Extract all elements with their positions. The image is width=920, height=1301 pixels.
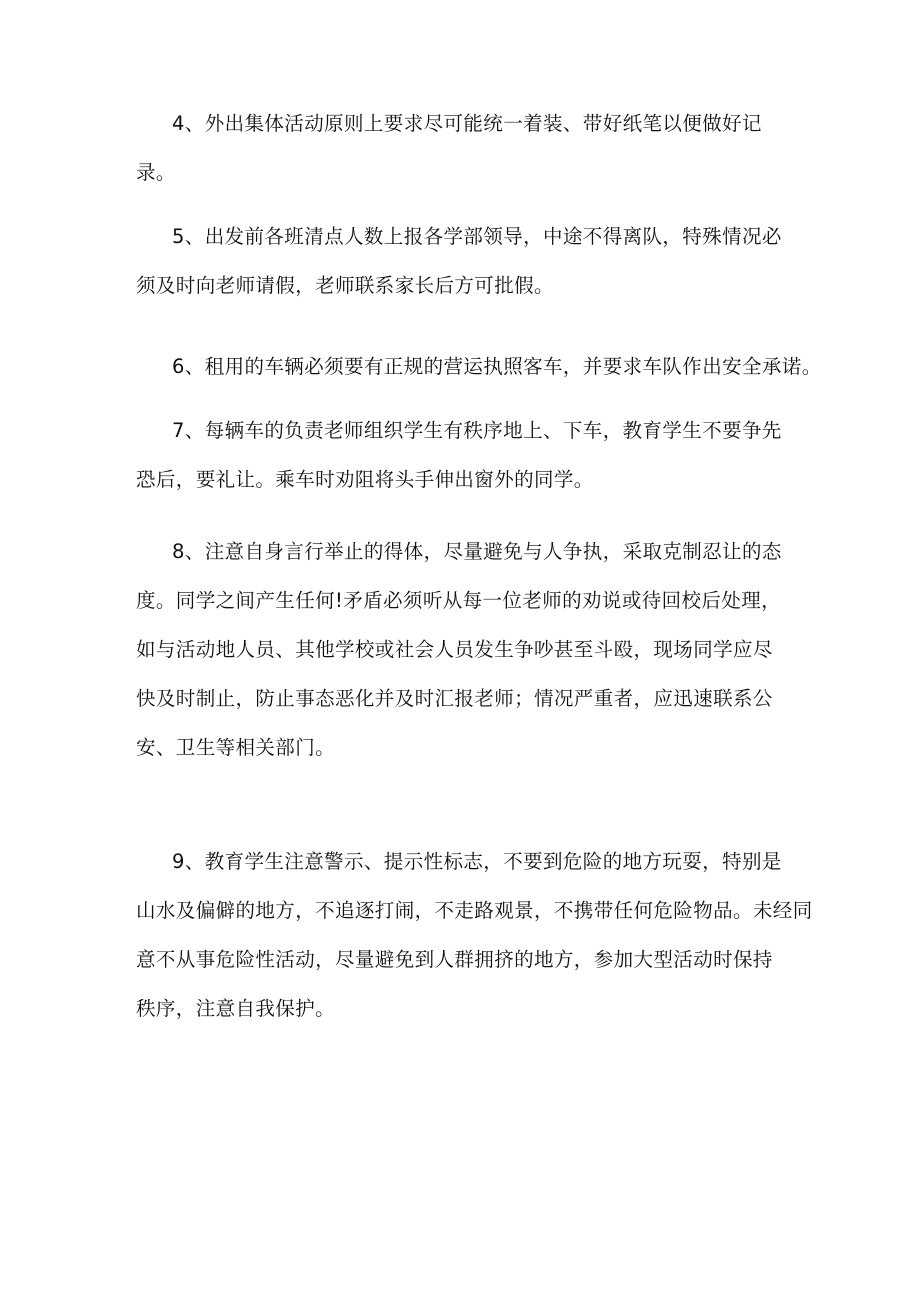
paragraph-line: 9、教育学生注意警示、提示性标志，不要到危险的地方玩耍，特别是 <box>172 850 782 873</box>
paragraph-line: 须及时向老师请假，老师联系家长后方可批假。 <box>136 274 554 297</box>
paragraph-line: 6、租用的车辆必须要有正规的营运执照客车，并要求车队作出安全承诺。 <box>172 355 822 378</box>
paragraph-item-9 <box>136 848 813 1044</box>
paragraph-line: 7、每辆车的负责老师组织学生有秩序地上、下车，教育学生不要争先 <box>172 419 782 442</box>
paragraph-item-8 <box>136 538 796 783</box>
paragraph-line: 恐后，要礼让。乘车时劝阻将头手伸出窗外的同学。 <box>136 468 594 491</box>
paragraph-line: 山水及偏僻的地方，不追逐打闹，不走路观景，不携带任何危险物品。未经同 <box>136 899 813 922</box>
paragraph-line: 8、注意自身言行举止的得体，尽量避免与人争执，采取克制忍让的态 <box>172 540 782 563</box>
paragraph-item-7 <box>136 417 796 515</box>
paragraph-line: 如与活动地人员、其他学校或社会人员发生争吵甚至斗殴，现场同学应尽 <box>136 638 773 661</box>
paragraph-item-4 <box>136 110 796 208</box>
paragraph-line: 度。同学之间产生任何!矛盾必须听从每一位老师的劝说或待回校后处理， <box>136 589 782 612</box>
paragraph-line: 秩序，注意自我保护。 <box>136 997 336 1020</box>
paragraph-line: 意不从事危险性活动，尽量避免到人群拥挤的地方，参加大型活动时保持 <box>136 948 773 971</box>
paragraph-line: 4、外出集体活动原则上要求尽可能统一着装、带好纸笔以便做好记 <box>172 112 762 135</box>
paragraph-line: 5、出发前各班清点人数上报各学部领导，中途不得离队，特殊情况必 <box>172 225 782 248</box>
paragraph-line: 录。 <box>136 161 176 184</box>
paragraph-line: 安、卫生等相关部门。 <box>136 736 336 759</box>
paragraph-item-6 <box>136 353 822 402</box>
paragraph-item-5 <box>136 223 796 321</box>
paragraph-line: 快及时制止，防止事态恶化并及时汇报老师；情况严重者，应迅速联系公 <box>136 687 773 710</box>
